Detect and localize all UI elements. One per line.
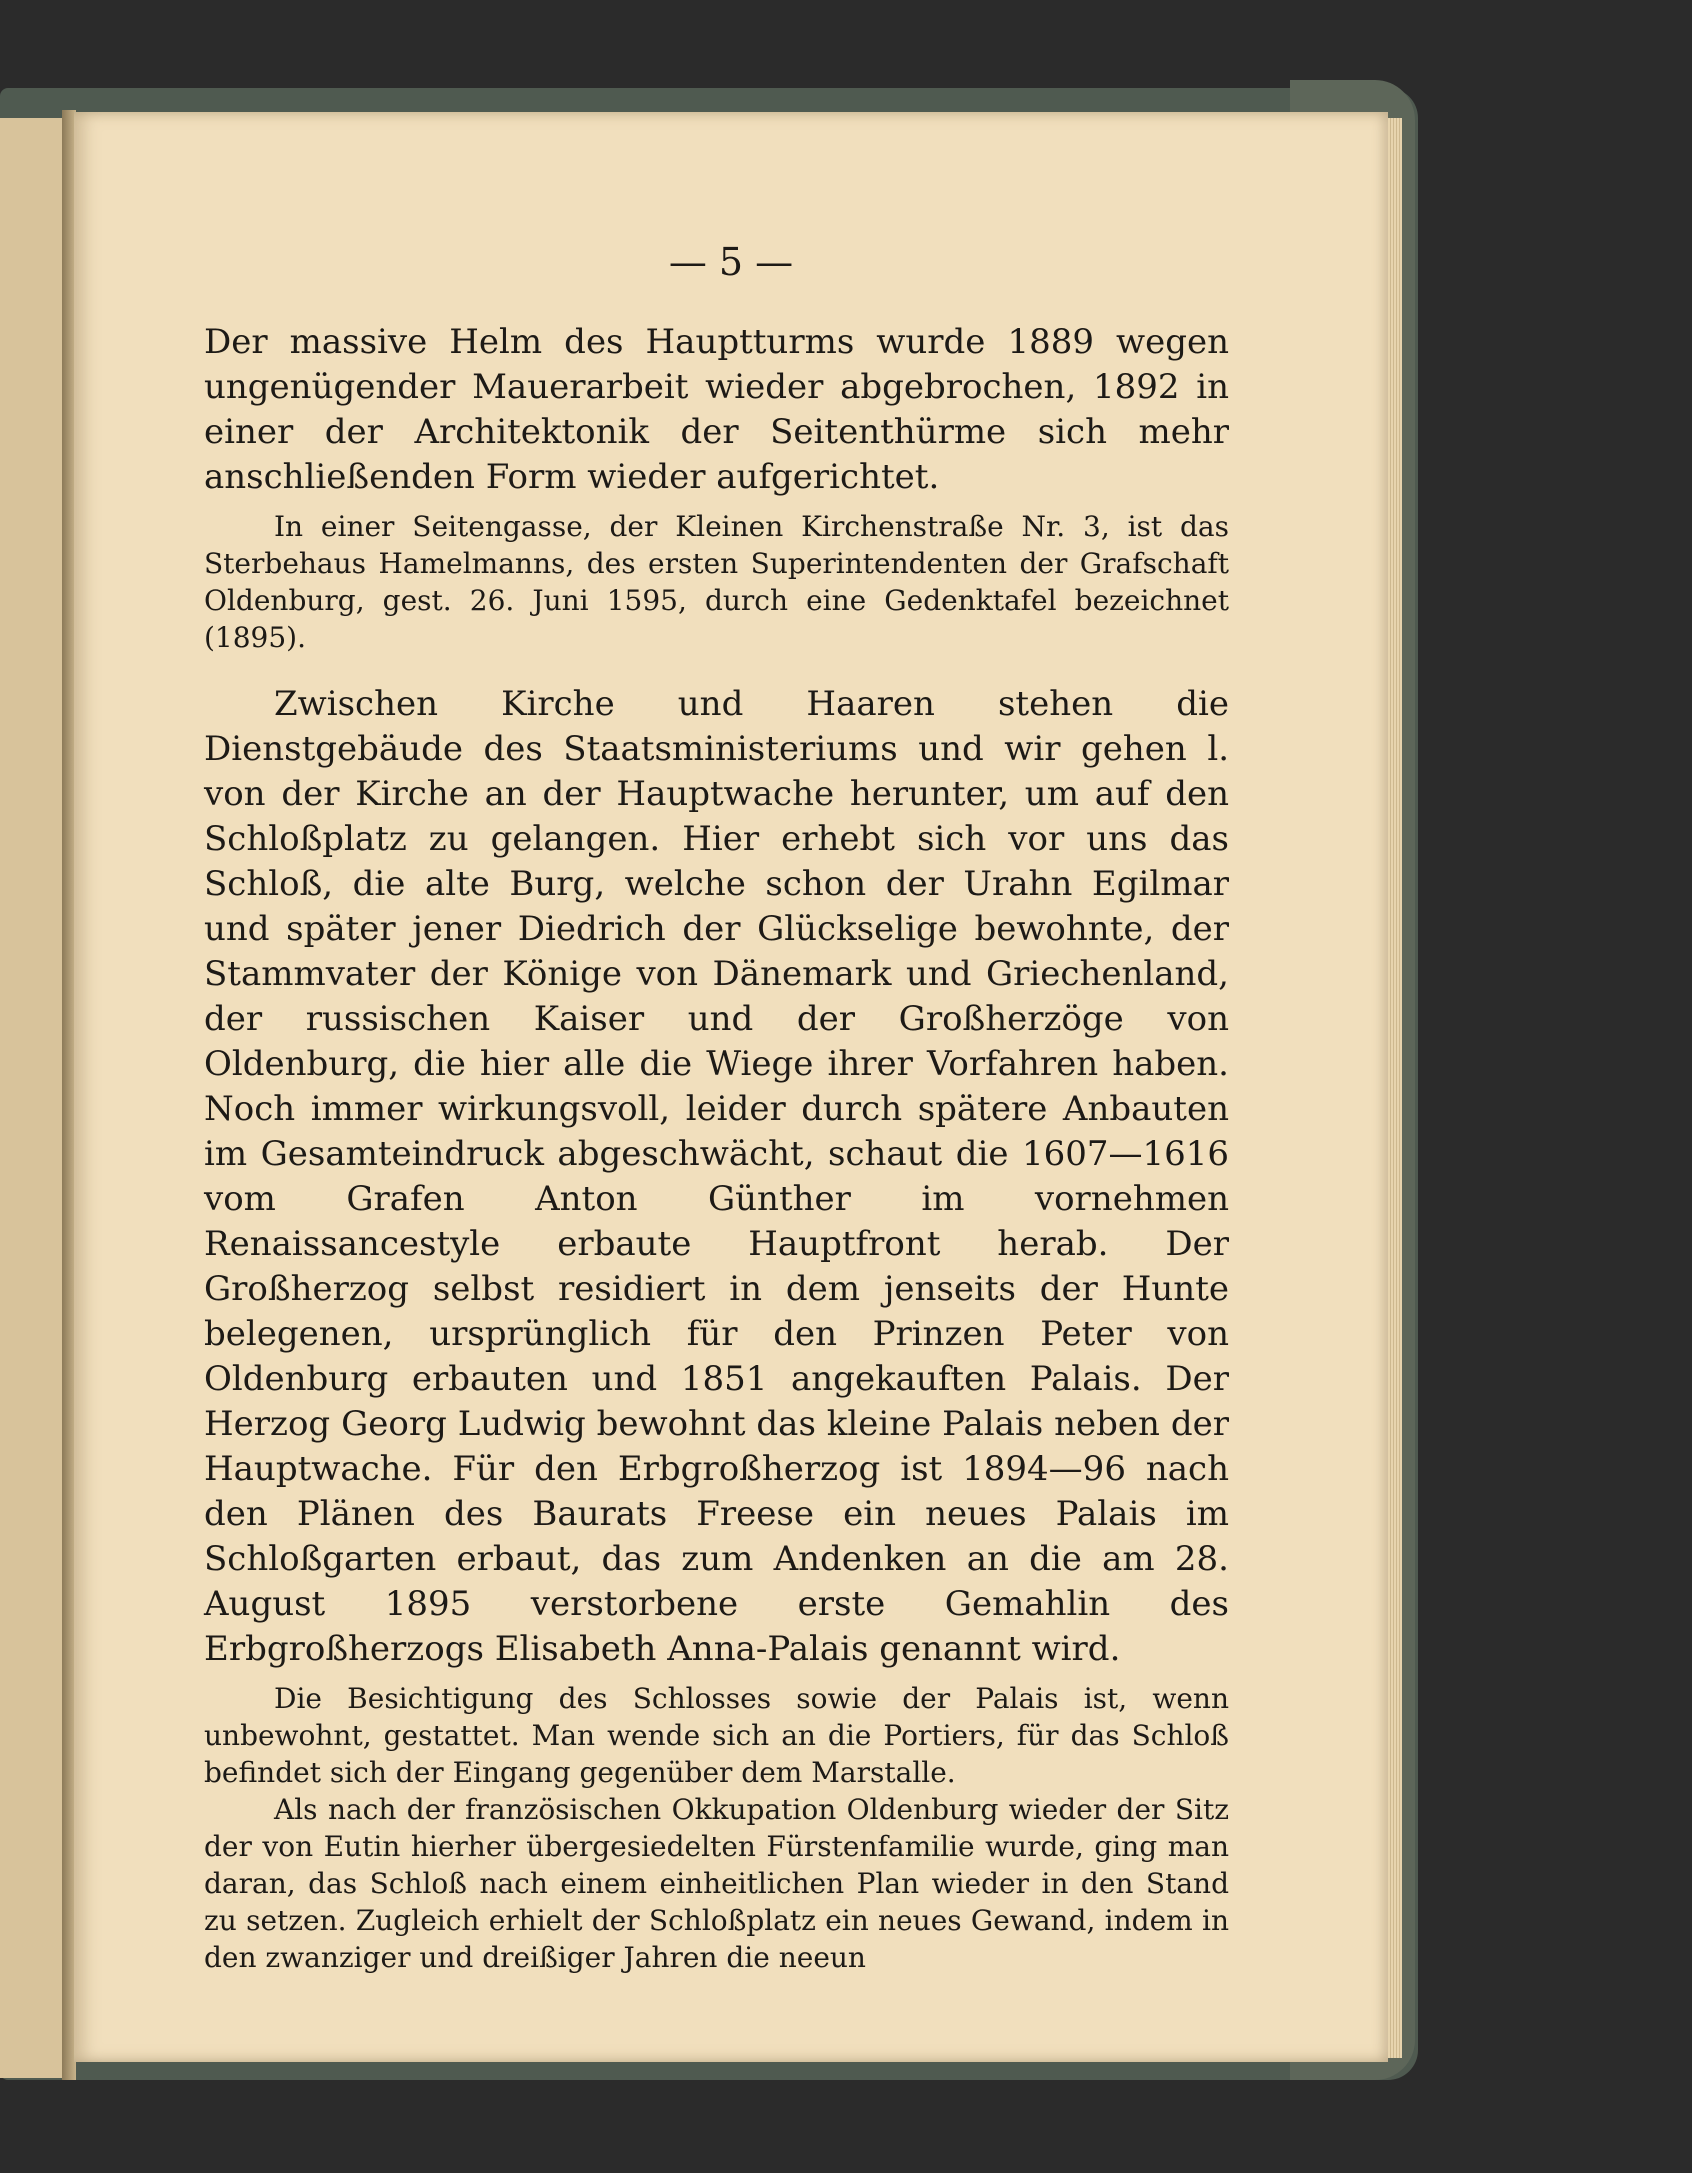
- page-body: [204, 320, 1229, 1976]
- paragraph-schloss: Zwischen Kirche und Haaren stehen die Dienstgebäude des Staatsministeriums und wir gehen l. von der Kirche an der Hauptwache herunter, um auf den Schloßplatz zu gelangen. Hier erhebt sich vor uns das Schloß, die alte Burg, welche schon der Urahn Egilmar und später jener Diedrich der Glückselige bewohnte, der Stammvater der Könige von Dänemark und Griechenland, der russischen Kaiser und der Großherzöge von Oldenburg, die hier alle die Wiege ihrer Vorfahren haben. Noch immer wirkungsvoll, leider durch spätere Anbauten im Gesamteindruck abgeschwächt, schaut die 1607—1616 vom Grafen Anton Günther im vornehmen Renaissancestyle erbaute Hauptfront herab. Der Großherzog selbst residiert in dem jenseits der Hunte belegenen, ursprünglich für den Prinzen Peter von Oldenburg erbauten und 1851 angekauften Palais. Der Herzog Georg Ludwig bewohnt das kleine Palais neben der Hauptwache. Für den Erbgroßherzog ist 1894—96 nach den Plänen des Baurats Freese ein neues Palais im Schloßgarten erbaut, das zum Andenken an die am 28. August 1895 verstorbene erste Gemahlin des Erbgroßherzogs Elisabeth Anna-Palais genannt wird.: [204, 684, 1229, 1669]
- paragraph-sterbehaus: In einer Seitengasse, der Kleinen Kirchenstraße Nr. 3, ist das Sterbehaus Hamelmanns, des ersten Superintendenten der Grafschaft Oldenburg, gest. 26. Juni 1595, durch eine Gedenktafel bezeichnet (1895).: [204, 510, 1229, 654]
- page-stack-edge: [1388, 118, 1402, 2058]
- facing-page: [0, 118, 70, 2078]
- book-page: [74, 112, 1388, 2062]
- page-number: — 5 —: [668, 240, 794, 284]
- paragraph-helm: Der massive Helm des Hauptturms wurde 1889 wegen ungenügender Mauerarbeit wieder abgebrochen, 1892 in einer der Architektonik der Seitenthürme sich mehr anschließenden Form wieder aufgerichtet.: [204, 322, 1229, 497]
- paragraph-besichtigung: Die Besichtigung des Schlosses sowie der Palais ist, wenn unbewohnt, gestattet. Man wende sich an die Portiers, für das Schloß befindet sich der Eingang gegenüber dem Marstalle.: [204, 1682, 1229, 1789]
- paragraph-okkupation: Als nach der französischen Okkupation Oldenburg wieder der Sitz der von Eutin hierher übergesiedelten Fürstenfamilie wurde, ging man daran, das Schloß nach einem einheitlichen Plan wieder in den Stand zu setzen. Zugleich erhielt der Schloßplatz ein neues Gewand, indem in den zwanziger und dreißiger Jahren die neeun: [204, 1793, 1229, 1974]
